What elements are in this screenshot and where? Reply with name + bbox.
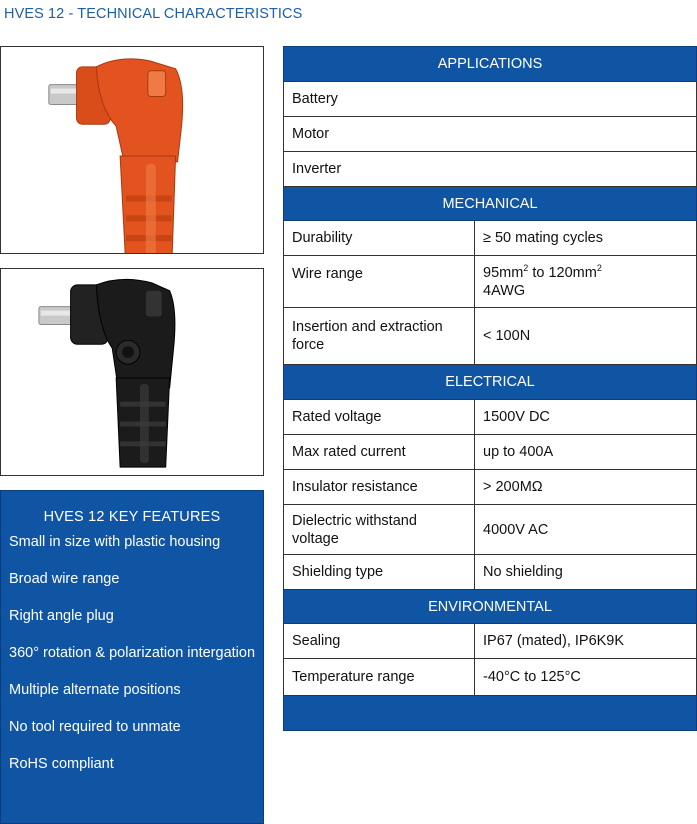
- spec-label: Durability: [284, 221, 475, 256]
- wire-min: 95mm: [483, 264, 524, 281]
- spec-value: ≥ 50 mating cycles: [475, 221, 697, 256]
- wire-max: to 120mm: [528, 264, 597, 281]
- table-row: [284, 624, 697, 659]
- spec-label: Insulator resistance: [284, 470, 475, 505]
- spec-label: Shielding type: [284, 555, 475, 590]
- spec-value: < 100N: [475, 308, 697, 365]
- wire-min-exponent: 2: [523, 262, 529, 273]
- mechanical-header: MECHANICAL: [284, 187, 697, 221]
- table-footer-bar: [284, 696, 697, 731]
- spec-value: 4000V AC: [475, 505, 697, 555]
- table-row: [284, 117, 697, 152]
- spec-value: 1500V DC: [475, 400, 697, 435]
- spec-label: Sealing: [284, 624, 475, 659]
- mechanical-header-row: [284, 187, 697, 221]
- table-row: [284, 505, 697, 555]
- table-footer-row: [284, 696, 697, 731]
- feature-item: Broad wire range: [9, 571, 120, 587]
- table-row: [284, 82, 697, 117]
- environmental-header-row: [284, 590, 697, 624]
- spec-value: [475, 256, 697, 308]
- spec-label: Insertion and extraction force: [284, 308, 475, 365]
- spec-label: Temperature range: [284, 659, 475, 696]
- applications-header-row: [284, 47, 697, 82]
- environmental-header: ENVIRONMENTAL: [284, 590, 697, 624]
- feature-item: Multiple alternate positions: [9, 682, 181, 698]
- wire-awg: 4AWG: [483, 282, 526, 299]
- product-image-black: [0, 268, 264, 476]
- electrical-header: ELECTRICAL: [284, 365, 697, 400]
- feature-item: 360° rotation & polarization intergation: [9, 645, 256, 661]
- spec-label: Wire range: [284, 256, 475, 308]
- table-row: [284, 400, 697, 435]
- feature-item: Small in size with plastic housing: [9, 534, 221, 550]
- table-row: [284, 256, 697, 308]
- table-row: [284, 152, 697, 187]
- spec-label: Dielectric withstand voltage: [284, 505, 475, 555]
- key-features-panel: [0, 490, 264, 824]
- table-row: [284, 221, 697, 256]
- feature-item: No tool required to unmate: [9, 719, 181, 735]
- black-connector-illustration: [1, 269, 263, 475]
- table-row: [284, 435, 697, 470]
- spec-value: -40°C to 125°C: [475, 659, 697, 696]
- wire-max-exponent: 2: [596, 262, 602, 273]
- technical-spec-table: [283, 46, 697, 731]
- spec-label: Rated voltage: [284, 400, 475, 435]
- application-item: Inverter: [284, 152, 697, 187]
- table-row: [284, 308, 697, 365]
- key-features-title: HVES 12 KEY FEATURES: [43, 509, 221, 525]
- product-image-orange: [0, 46, 264, 254]
- application-item: Battery: [284, 82, 697, 117]
- spec-label: Max rated current: [284, 435, 475, 470]
- key-features-list: [1, 533, 263, 773]
- orange-connector-illustration: [1, 47, 263, 253]
- spec-value: IP67 (mated), IP6K9K: [475, 624, 697, 659]
- feature-item: RoHS compliant: [9, 756, 114, 772]
- table-row: [284, 470, 697, 505]
- spec-value: > 200MΩ: [475, 470, 697, 505]
- table-row: [284, 555, 697, 590]
- table-row: [284, 659, 697, 696]
- feature-item: Right angle plug: [9, 608, 114, 624]
- spec-value: up to 400A: [475, 435, 697, 470]
- applications-header: APPLICATIONS: [284, 47, 697, 82]
- page-title: HVES 12 - TECHNICAL CHARACTERISTICS: [4, 6, 303, 22]
- spec-value: No shielding: [475, 555, 697, 590]
- application-item: Motor: [284, 117, 697, 152]
- electrical-header-row: [284, 365, 697, 400]
